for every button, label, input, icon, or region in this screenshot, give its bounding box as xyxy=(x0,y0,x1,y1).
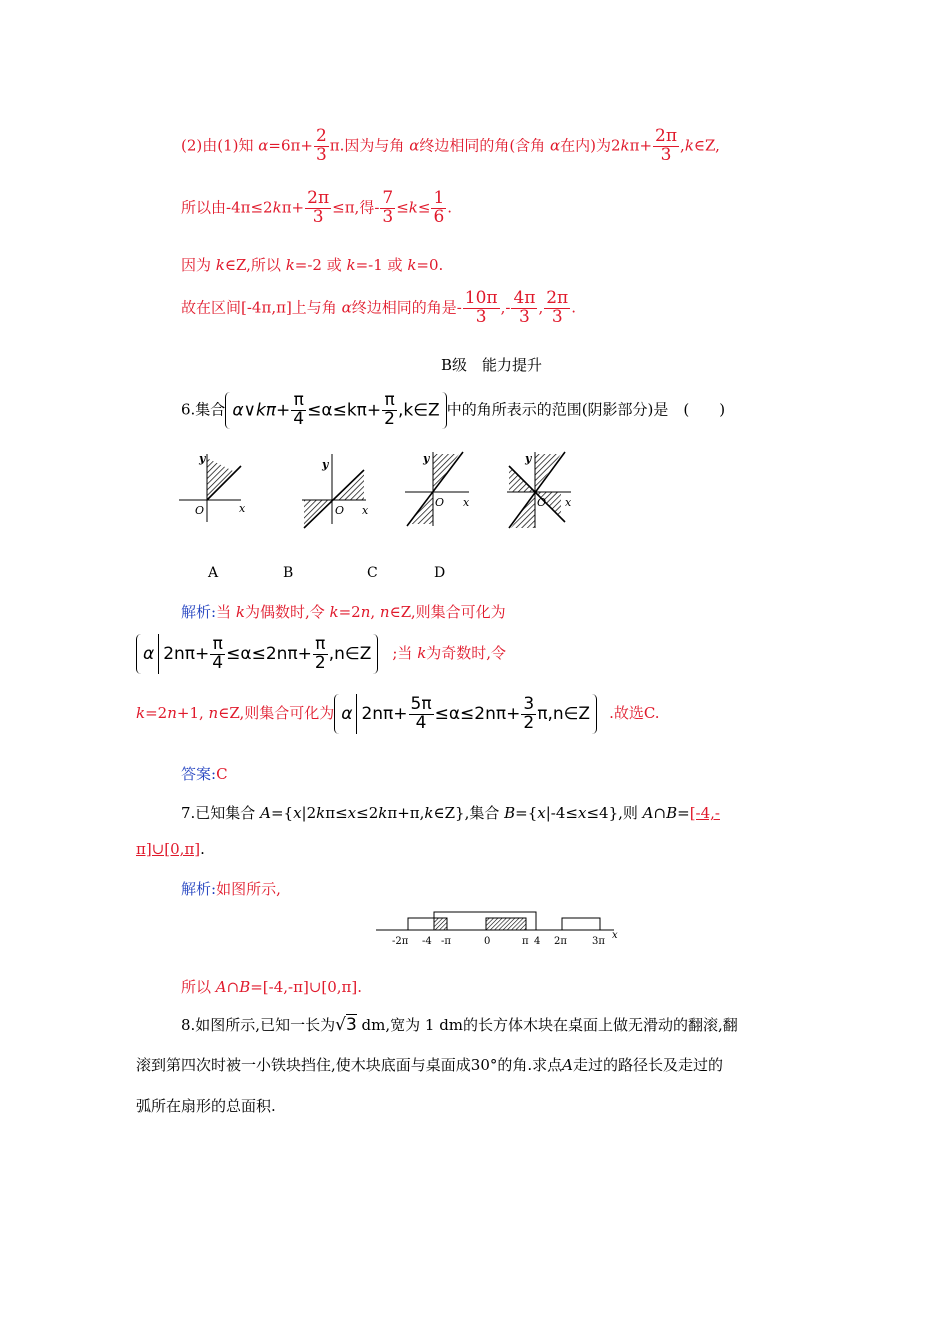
option-b-label: B xyxy=(283,565,294,581)
answer-6: 答案:C xyxy=(181,765,228,783)
solution-line-4: 故在区间[-4π,π]上与角 α终边相同的角是- $\frac{10\pi}{3}$ ,- $\frac{4\pi}{3}$ , $\frac{2\pi}{3}$ . xyxy=(181,288,577,327)
svg-text:y: y xyxy=(525,452,532,465)
number-line-figure xyxy=(376,908,626,948)
set-expression: α∨kπ+ $\frac{\pi}{4}$ ≤α≤kπ+ $\frac{\pi}{2}$ ,k∈Z xyxy=(225,392,446,429)
svg-text:y: y xyxy=(322,458,329,471)
fraction: $\frac{2\pi}{3}$ xyxy=(546,288,569,327)
question-6: 6.集合 α∨kπ+ $\frac{\pi}{4}$ ≤α≤kπ+ $\frac{\pi}{2}$ ,k∈Z 中的角所表示的范围(阴影部分)是 ( ) xyxy=(181,390,726,429)
fraction: $\frac{2\pi}{3}$ xyxy=(655,126,678,165)
fraction: $\frac{3}{2}$ xyxy=(523,693,535,733)
tick-label: π xyxy=(522,936,529,947)
section-title: B级 能力提升 xyxy=(441,356,543,374)
analysis-7: 解析:如图所示, xyxy=(181,880,281,898)
svg-text:x: x xyxy=(463,496,470,509)
fraction: $\frac{2\pi}{3}$ xyxy=(307,188,330,227)
tick-label: 0 xyxy=(484,936,491,947)
sqrt-symbol: √ xyxy=(335,1015,346,1035)
svg-text:x: x xyxy=(362,504,369,517)
answer-7-part-1: [-4,- xyxy=(689,804,720,822)
solution-line-2: 所以由-4π≤2kπ+ $\frac{2\pi}{3}$ ≤π,得- $\frac{7}{3}$ ≤k≤ $\frac{1}{6}$ . xyxy=(181,188,453,227)
axis-y-label: y xyxy=(199,452,206,465)
axis-x-label: x xyxy=(239,502,246,515)
result-7: 所以 A∩B=[-4,-π]∪[0,π]. xyxy=(181,978,363,996)
analysis-6-line-1: 解析:当 k为偶数时,令 k=2n, n∈Z,则集合可化为 xyxy=(181,603,506,621)
analysis-6-line-2: α 2nπ+ $\frac{\pi}{4}$ ≤α≤2nπ+ $\frac{\pi}{2}$ ,n∈Z ;当 k为奇数时,令 xyxy=(136,634,506,674)
analysis-6-line-3: k=2n+1, n∈Z,则集合可化为 α 2nπ+ $\frac{5\pi}{4}$ ≤α≤2nπ+ $\frac{3}{2}$ π,n∈Z .故选C. xyxy=(136,693,660,733)
svg-text:y: y xyxy=(423,452,430,465)
option-a-diagram xyxy=(179,452,246,522)
options-figure xyxy=(175,448,595,538)
set-expression: α 2nπ+ $\frac{\pi}{4}$ ≤α≤2nπ+ $\frac{\pi}{2}$ ,n∈Z xyxy=(136,634,378,674)
svg-text:O: O xyxy=(335,504,345,517)
option-d-label: D xyxy=(434,565,446,581)
fraction: $\frac{\pi}{2}$ xyxy=(384,390,395,429)
option-a-label: A xyxy=(208,565,219,581)
fraction: $\frac{10\pi}{3}$ xyxy=(464,288,498,327)
question-8-line-2: 滚到第四次时被一小铁块挡住,使木块底面与桌面成30°的角.求点A走过的路径长及走过的 xyxy=(136,1056,723,1074)
fraction: $\frac{4\pi}{3}$ xyxy=(513,288,536,327)
option-c-diagram xyxy=(405,452,470,526)
axis-origin-label: O xyxy=(195,504,205,517)
question-8-line-3: 弧所在扇形的总面积. xyxy=(136,1097,276,1115)
option-d-diagram xyxy=(507,452,572,528)
tick-label: 3π xyxy=(592,936,605,947)
solution-line-1: (2)由(1)知 α=6π+ $\frac{2}{3}$ π.因为与角 α终边相同的角(含角 α在内)为2kπ+ $\frac{2\pi}{3}$ ,k∈Z, xyxy=(181,126,720,165)
fraction: $\frac{\pi}{4}$ xyxy=(293,390,305,429)
set-expression: α 2nπ+ $\frac{5\pi}{4}$ ≤α≤2nπ+ $\frac{3}{2}$ π,n∈Z xyxy=(334,694,597,734)
option-b-diagram xyxy=(302,454,369,528)
tick-label: -π xyxy=(441,936,451,947)
option-c-label: C xyxy=(367,565,378,581)
fraction: $\frac{\pi}{4}$ xyxy=(212,633,224,673)
tick-label: -4 xyxy=(422,936,432,947)
fraction: $\frac{2}{3}$ xyxy=(315,126,327,165)
fraction: $\frac{\pi}{2}$ xyxy=(314,633,326,673)
question-8-line-1: 8.如图所示,已知一长为√3 dm,宽为 1 dm的长方体木块在桌面上做无滑动的翻滚,翻 xyxy=(181,1015,738,1035)
answer-7-part-2: π]∪[0,π] xyxy=(136,840,201,858)
svg-text:x: x xyxy=(565,496,572,509)
tick-label: 2π xyxy=(554,936,567,947)
fraction: $\frac{1}{6}$ xyxy=(433,188,445,227)
svg-text:O: O xyxy=(537,496,547,509)
question-7-cont: π]∪[0,π]. xyxy=(136,840,205,858)
tick-label: 4 xyxy=(534,936,541,947)
solution-line-3: 因为 k∈Z,所以 k=-2 或 k=-1 或 k=0. xyxy=(181,256,444,274)
fraction: $\frac{5\pi}{4}$ xyxy=(410,693,432,733)
tick-label: -2π xyxy=(392,936,409,947)
svg-text:O: O xyxy=(435,496,445,509)
fraction: $\frac{7}{3}$ xyxy=(382,188,394,227)
axis-x-label: x xyxy=(612,930,618,941)
question-7: 7.已知集合 A={x|2kπ≤x≤2kπ+π,k∈Z},集合 B={x|-4≤x≤4},则 A∩B=[-4,- xyxy=(181,804,720,822)
